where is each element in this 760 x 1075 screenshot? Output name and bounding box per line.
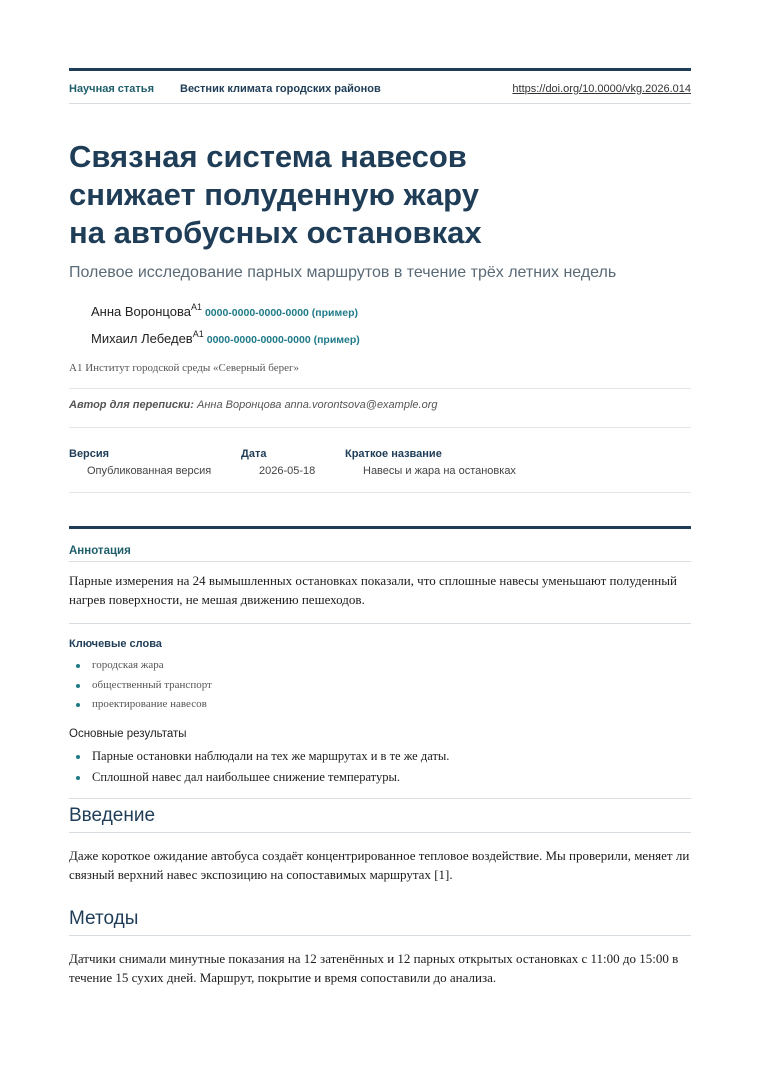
correspondence-text: Анна Воронцова anna.vorontsova@example.org — [197, 399, 438, 411]
keyword-item: проектирование навесов — [69, 695, 691, 715]
result-item: Сплошной навес дал наибольшее снижение температуры. — [69, 767, 691, 788]
date-label: Дата — [241, 448, 267, 460]
article-type: Научная статья — [69, 83, 154, 95]
short-title-value: Навесы и жара на остановках — [363, 465, 516, 477]
keywords-list — [69, 656, 691, 715]
results-list — [69, 746, 691, 799]
author-name: Анна Воронцова — [91, 304, 191, 319]
author-list — [69, 302, 691, 356]
article-title — [69, 138, 691, 252]
orcid-link[interactable]: 0000-0000-0000-0000 (пример) — [204, 307, 359, 319]
article-metadata — [69, 428, 691, 493]
methods-text: Датчики снимали минутные показания на 12 затенённых и 12 парных открытых остановках с 11:00 до 15:00 в течение 15 сухих дней. Маршрут, покрытие и время сопоставили до анализа. — [69, 950, 679, 985]
doi-link[interactable]: https://doi.org/10.0000/vkg.2026.014 — [512, 83, 691, 95]
title-line: на автобусных остановках — [69, 215, 482, 250]
author — [91, 302, 691, 329]
title-line: Связная система навесов — [69, 139, 467, 174]
abstract-heading: Аннотация — [69, 545, 691, 562]
methods-heading: Методы — [69, 904, 691, 936]
keywords-heading: Ключевые слова — [69, 638, 162, 650]
journal-name: Вестник климата городских районов — [180, 83, 381, 95]
abstract-text: Парные измерения на 24 вымышленных остановках показали, что сплошные навесы уменьшают полуденный нагрев поверхности, не мешая движению пешеходов. — [69, 571, 691, 624]
keyword-item: городская жара — [69, 656, 691, 676]
short-title-label: Краткое название — [345, 448, 442, 460]
version-label: Версия — [69, 448, 110, 460]
result-item: Парные остановки наблюдали на тех же маршрутах и в те же даты. — [69, 746, 691, 767]
date-value: 2026-05-18 — [259, 465, 316, 477]
results-heading: Основные результаты — [69, 727, 187, 740]
affiliation-marker: A1 — [192, 329, 204, 339]
version-value: Опубликованная версия — [87, 465, 212, 477]
author-name: Михаил Лебедев — [91, 331, 193, 346]
keyword-item: общественный транспорт — [69, 676, 691, 696]
journal-header — [69, 68, 691, 104]
affiliation: A1 Институт городской среды «Северный берег» — [69, 362, 691, 389]
intro-text: Даже короткое ожидание автобуса создаёт концентрированное тепловое воздействие. Мы проверили, меняет ли связный верхний навес экспозицию на сопоставимых маршрутах [1]. — [69, 847, 690, 882]
correspondence-label: Автор для переписки: — [69, 399, 194, 411]
author — [91, 329, 691, 356]
title-line: снижает полуденную жару — [69, 177, 479, 212]
article-subtitle: Полевое исследование парных маршрутов в течение трёх летних недель — [69, 264, 617, 281]
section-divider — [69, 526, 691, 529]
article-page — [69, 68, 691, 987]
orcid-link[interactable]: 0000-0000-0000-0000 (пример) — [206, 334, 360, 346]
intro-heading: Введение — [69, 801, 691, 833]
correspondence — [69, 389, 691, 428]
affiliation-marker: A1 — [190, 302, 202, 312]
